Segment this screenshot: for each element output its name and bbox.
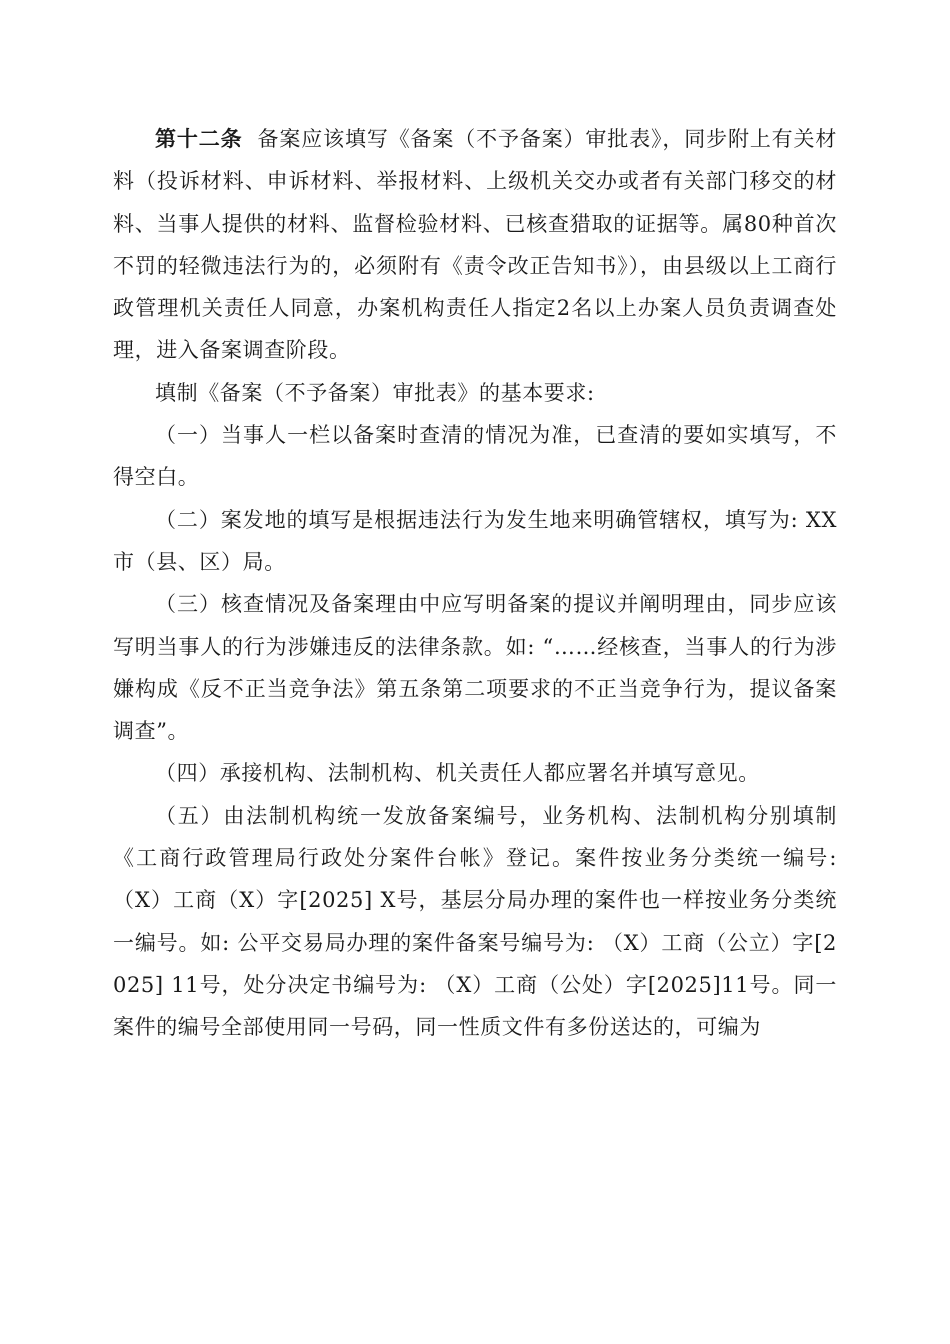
requirement-item-4: （四）承接机构、法制机构、机关责任人都应署名并填写意见。: [155, 761, 760, 786]
requirement-item-1: （一）当事人一栏以备案时查清的情况为准，已查清的要如实填写，不得空白。: [113, 423, 837, 490]
requirement-item-2: （二）案发地的填写是根据违法行为发生地来明确管辖权，填写为: XX市（县、区）局。: [113, 507, 837, 574]
requirement-item-3: （三）核查情况及备案理由中应写明备案的提议并阐明理由，同步应该写明当事人的行为涉嫌违反的法律条款。如: “……经核查，当事人的行为涉嫌构成《反不正当竞争法》第五条第二项要求的不正当竞争行为，提议备案调查”。: [113, 592, 837, 744]
article-heading: 第十二条: [155, 127, 243, 151]
article-paragraph: [113, 118, 837, 372]
article-body: 备案应该填写《备案（不予备案）审批表》，同步附上有关材料（投诉材料、申诉材料、举报材料、上级机关交办或者有关部门移交的材料、当事人提供的材料、监督检验材料、已核查猎取的证据等。属80种首次不罚的轻微违法行为的，必须附有《责令改正告知书》），由县级以上工商行政管理机关责任人同意，办案机构责任人指定2名以上办案人员负责调查处理，进入备案调查阶段。: [113, 127, 837, 363]
requirement-item-5: （五）由法制机构统一发放备案编号，业务机构、法制机构分别填制《工商行政管理局行政处分案件台帐》登记。案件按业务分类统一编号: （X）工商（X）字[2025] X号，基层分局办理的案件也一样按业务分类统一编号。如: 公平交易局办理的案件备案号编号为: （X）工商（公立）字[2025] 11号，处分决定书编号为: （X）工商（公处）字[2025]11号。同一案件的编号全部使用同一号码，同一性质文件有多份送达的，可编为: [113, 803, 837, 1040]
document-body: [113, 118, 837, 1049]
requirements-intro: 填制《备案（不予备案）审批表》的基本要求:: [155, 380, 595, 405]
